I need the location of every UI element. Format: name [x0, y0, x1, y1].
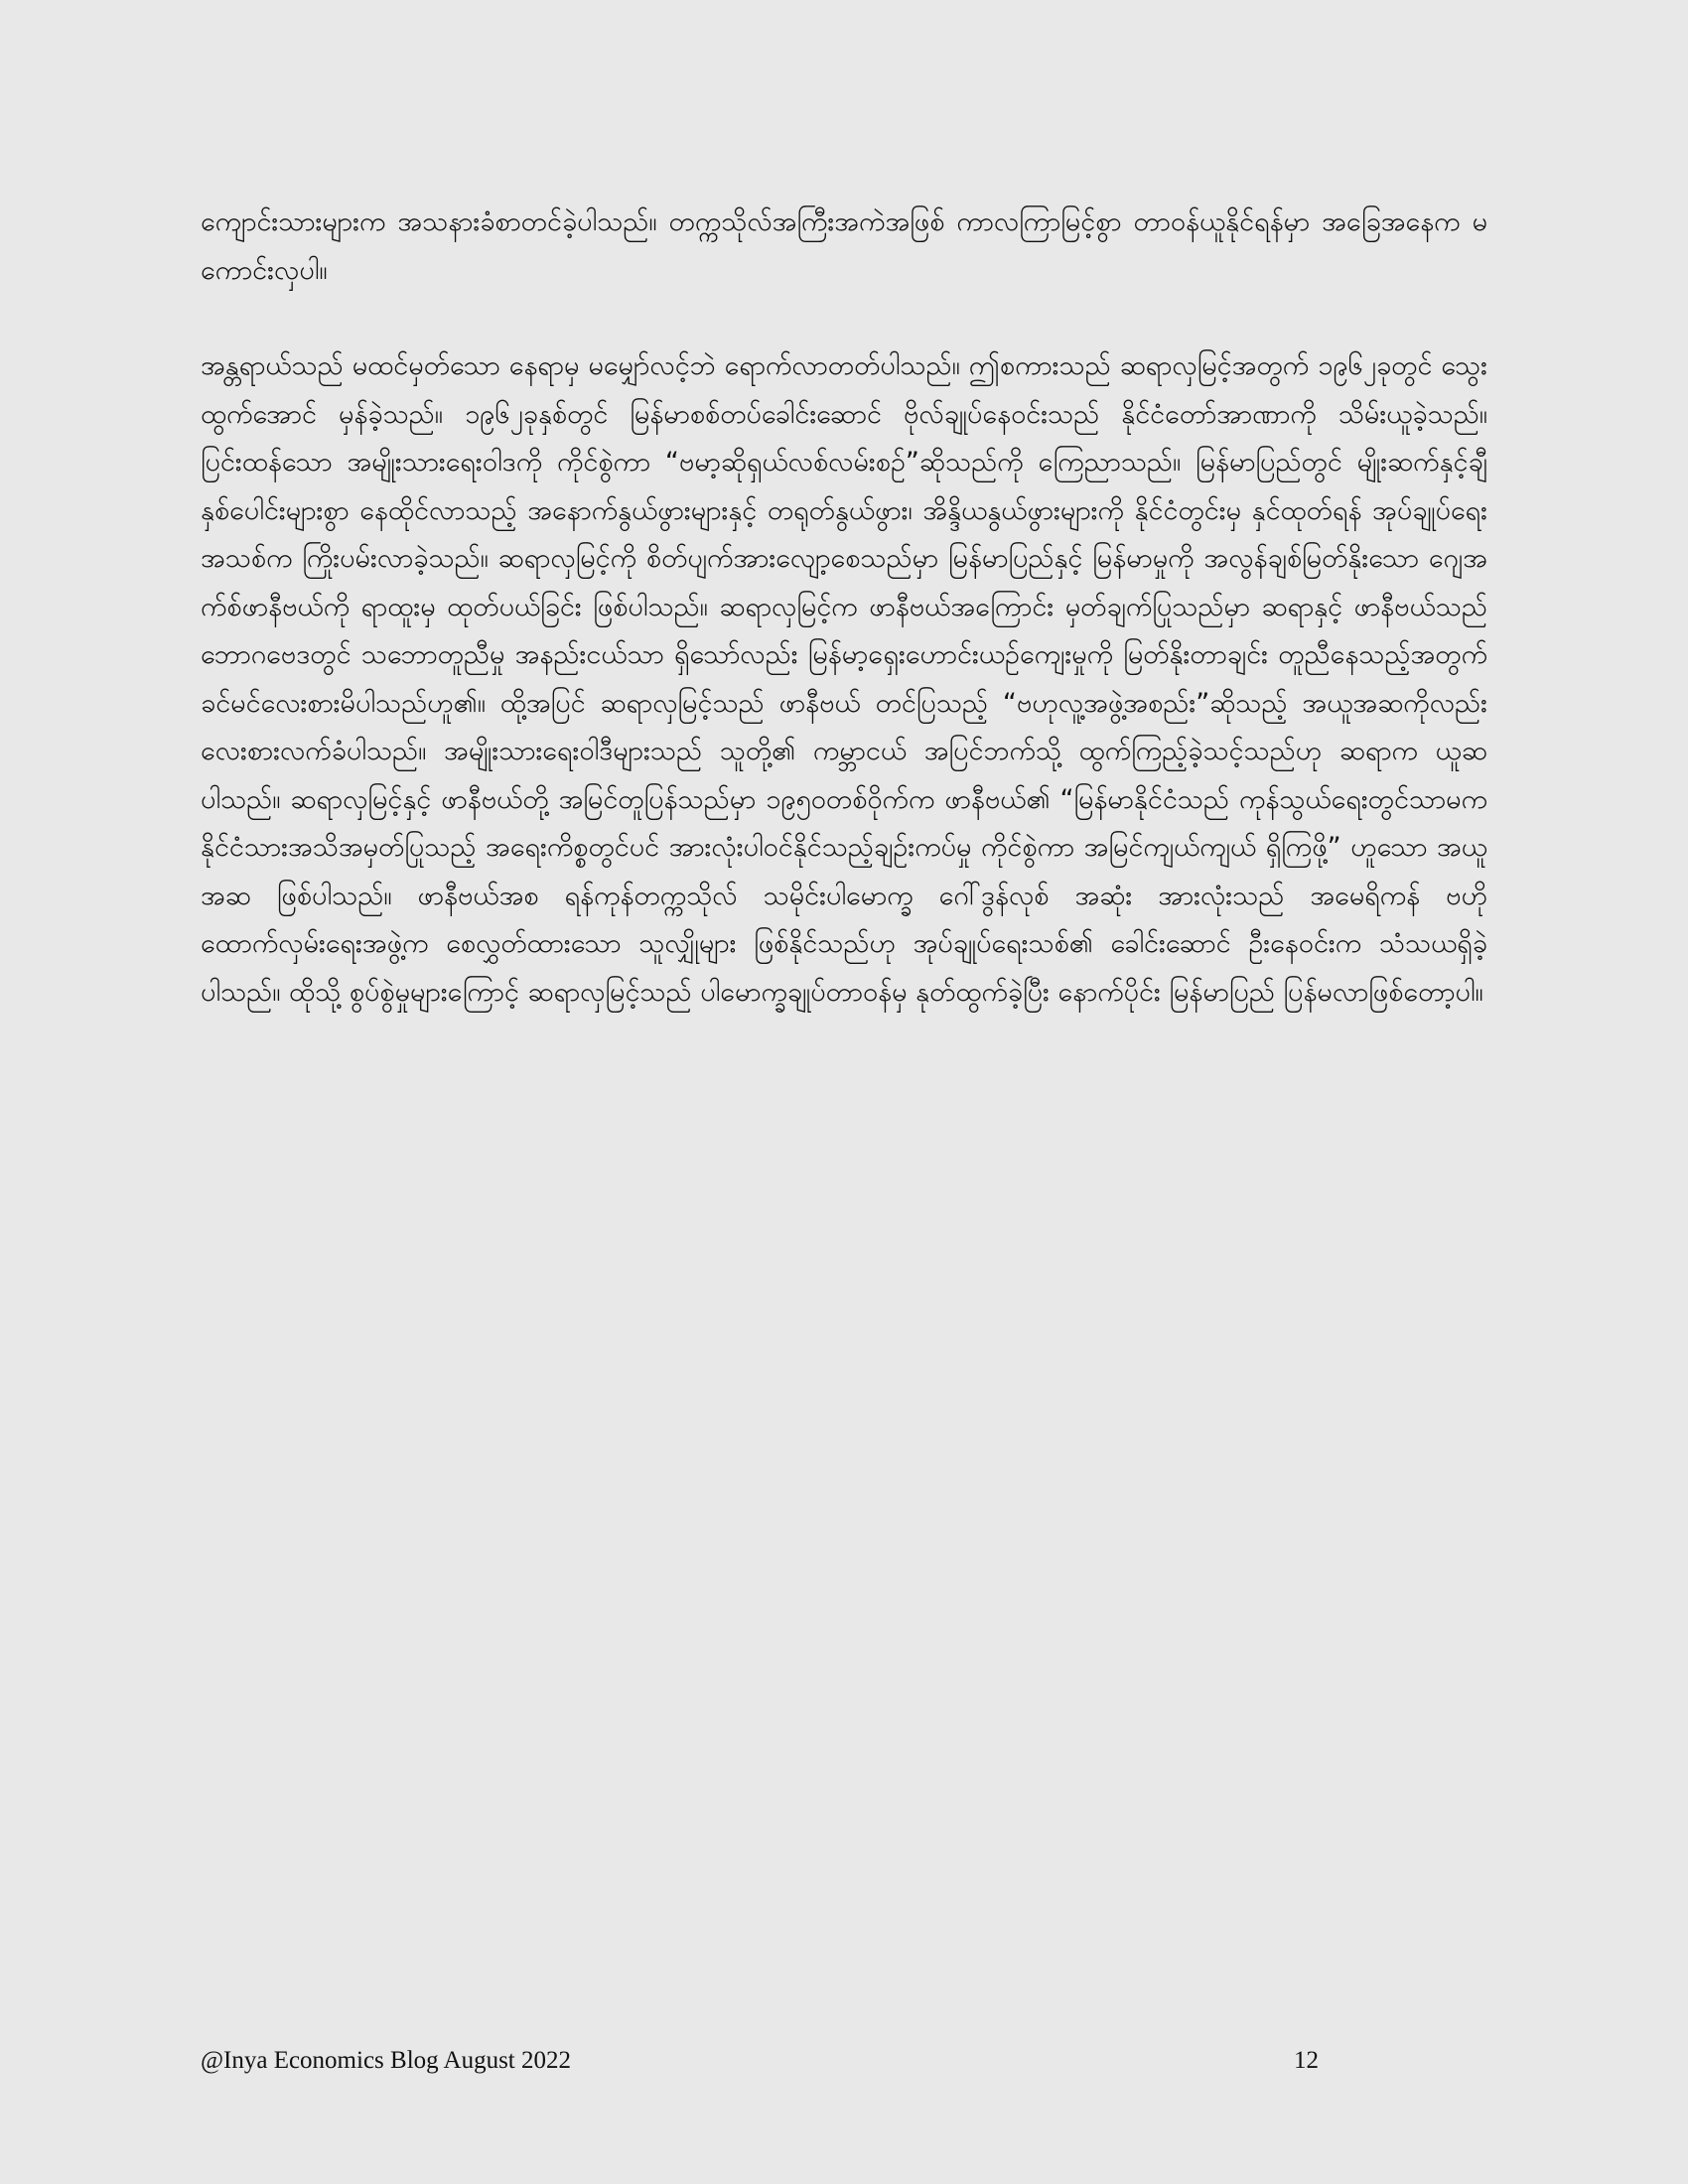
paragraph-1: ကျောင်းသားများက အသနားခံစာတင်ခဲ့ပါသည်။ တက္ကသိုလ်အကြီးအကဲအဖြစ် ကာလကြာမြင့်စွာ တာဝန်ယူနိုင်ရန်မှာ အခြေအနေက မကောင်းလှပါ။ [201, 206, 1487, 286]
page-number: 12 [1294, 2047, 1319, 2074]
paragraph-2: အန္တရာယ်သည် မထင်မှတ်သော နေရာမှ မမျှော်လင့်ဘဲ ရောက်လာတတ်ပါသည်။ ဤစကားသည် ဆရာလှမြင့်အတွက် ၁၉၆၂ခုတွင် သွေးထွက်အောင် မှန်ခဲ့သည်။ ၁၉၆၂ခုနှစ်တွင် မြန်မာစစ်တပ်ခေါင်းဆောင် ဗိုလ်ချုပ်နေဝင်းသည် နိုင်ငံတော်အာဏာကို သိမ်းယူခဲ့သည်။ ပြင်းထန်သော အမျိုးသားရေးဝါဒကို ကိုင်စွဲကာ “ဗမာ့ဆိုရှယ်လစ်လမ်းစဉ်”ဆိုသည်ကို ကြေညာသည်။ မြန်မာပြည်တွင် မျိုးဆက်နှင့်ချီ နှစ်ပေါင်းများစွာ နေထိုင်လာသည့် အနောက်နွယ်ဖွားများနှင့် တရုတ်နွယ်ဖွား၊ အိန္ဒိယနွယ်ဖွားများကို နိုင်ငံတွင်းမှ နှင်ထုတ်ရန် အုပ်ချုပ်ရေးအသစ်က ကြိုးပမ်းလာခဲ့သည်။ ဆရာလှမြင့်ကို စိတ်ပျက်အားလျော့စေသည်မှာ မြန်မာပြည်နှင့် မြန်မာမှုကို အလွန်ချစ်မြတ်နိုးသော ဂျေအက်စ်ဖာနီဗယ်ကို ရာထူးမှ ထုတ်ပယ်ခြင်း ဖြစ်ပါသည်။ ဆရာလှမြင့်က ဖာနီဗယ်အကြောင်း မှတ်ချက်ပြုသည်မှာ ဆရာနှင့် ဖာနီဗယ်သည် ဘောဂဗေဒတွင် သဘောတူညီမှု အနည်းငယ်သာ ရှိသော်လည်း မြန်မာ့ရှေးဟောင်းယဉ်ကျေးမှုကို မြတ်နိုးတာချင်း တူညီနေသည့်အတွက် ခင်မင်လေးစားမိပါသည်ဟူ၏။ ထို့အပြင် ဆရာလှမြင့်သည် ဖာနီဗယ် တင်ပြသည့် “ဗဟုလူ့အဖွဲ့အစည်း”ဆိုသည့် အယူအဆကိုလည်း လေးစားလက်ခံပါသည်။ အမျိုးသားရေးဝါဒီများသည် သူတို့၏ ကမ္ဘာငယ် အပြင်ဘက်သို့ ထွက်ကြည့်ခဲ့သင့်သည်ဟု ဆရာက ယူဆပါသည်။ ဆရာလှမြင့်နှင့် ဖာနီဗယ်တို့ အမြင်တူပြန်သည်မှာ ၁၉၅၀တစ်ဝိုက်က ဖာနီဗယ်၏ “မြန်မာနိုင်ငံသည် ကုန်သွယ်ရေးတွင်သာမက နိုင်ငံသားအသိအမှတ်ပြုသည့် အရေးကိစ္စတွင်ပင် အားလုံးပါဝင်နိုင်သည့်ချဉ်းကပ်မှု ကိုင်စွဲကာ အမြင်ကျယ်ကျယ် ရှိကြဖို့” ဟူသော အယူအဆ ဖြစ်ပါသည်။ ဖာနီဗယ်အစ ရန်ကုန်တက္ကသိုလ် သမိုင်းပါမောက္ခ ဂေါ်ဒွန်လုစ် အဆုံး အားလုံးသည် အမေရိကန် ဗဟိုထောက်လှမ်းရေးအဖွဲ့က စေလွှတ်ထားသော သူလျှိုများ ဖြစ်နိုင်သည်ဟု အုပ်ချုပ်ရေးသစ်၏ ခေါင်းဆောင် ဦးနေဝင်းက သံသယရှိခဲ့ပါသည်။ ထိုသို့ စွပ်စွဲမှုများကြောင့် ဆရာလှမြင့်သည် ပါမောက္ခချုပ်တာဝန်မှ နုတ်ထွက်ခဲ့ပြီး နောက်ပိုင်း မြန်မာပြည် ပြန်မလာဖြစ်တော့ပါ။ [201, 350, 1487, 1008]
page-footer [201, 2047, 1319, 2083]
footer-blog-credit: @Inya Economics Blog August 2022 [201, 2047, 571, 2074]
body-text [201, 199, 1487, 1017]
